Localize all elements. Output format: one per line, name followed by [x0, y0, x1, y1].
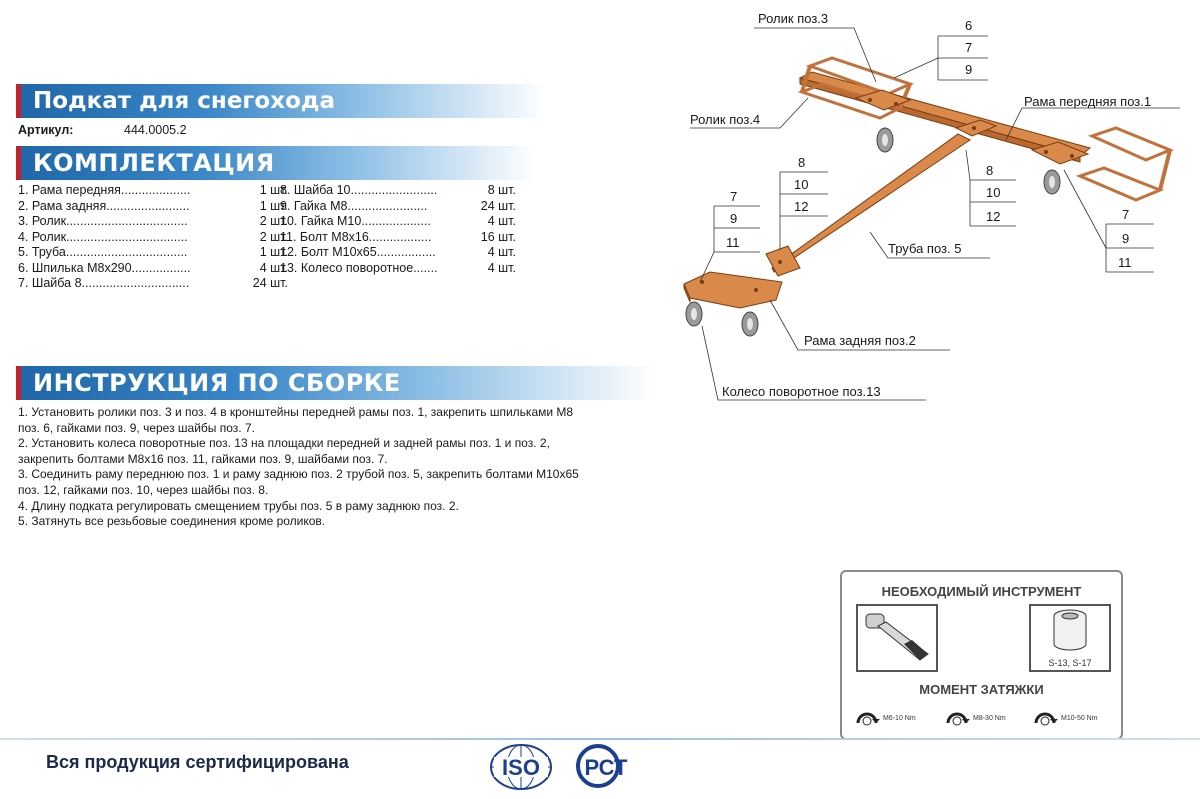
callout-number: 11 [726, 235, 740, 250]
torque-item: M8-30 Nm [944, 706, 1006, 730]
assembly-header [16, 366, 656, 400]
torque-arrow-icon [1032, 707, 1058, 729]
step-line: 2. Установить колеса поворотные поз. 13 на площадки передней и задней рамы поз. 1 и поз. 2, [18, 436, 550, 451]
socket-sizes: S-13, S-17 [1048, 658, 1092, 668]
assembly-heading: ИНСТРУКЦИЯ ПО СБОРКЕ [33, 369, 401, 397]
step-line: 1. Установить ролики поз. 3 и поз. 4 в кронштейны передней рамы поз. 1, закрепить шпильками М8 [18, 405, 574, 419]
step-line: поз. 12, гайками поз. 10, через шайбы поз. 8. [18, 482, 269, 497]
callout-number: 6 [965, 18, 973, 33]
title-header [16, 84, 546, 118]
callout-number: 9 [1122, 231, 1130, 246]
label-roller4: Ролик поз.4 [690, 112, 761, 127]
callout-number: 12 [794, 199, 809, 214]
kit-heading: КОМПЛЕКТАЦИЯ [33, 149, 275, 177]
list-item: 3. Ролик................................... 2 шт. [18, 214, 288, 228]
torque-item: M6-10 Nm [854, 706, 916, 730]
callout-number: 8 [798, 155, 806, 170]
torque-arrow-icon [944, 707, 970, 729]
list-item: 6. Шпилька М8х290................. 4 шт. [18, 260, 288, 275]
list-item: 7. Шайба 8............................... 24 шт. [18, 276, 288, 290]
list-item: 11. Болт М8х16.................. 16 шт. [280, 229, 516, 244]
assembly-steps [18, 405, 658, 530]
callout-number: 10 [794, 177, 809, 192]
callout-number: 12 [986, 209, 1001, 224]
parts-list-right [280, 183, 520, 276]
kit-band [21, 146, 536, 180]
article-line [18, 123, 187, 137]
callout-number: 9 [730, 211, 738, 226]
step-line: 4. Длину подката регулировать смещением трубы поз. 5 в раму заднюю поз. 2. [18, 498, 459, 513]
list-item: 2. Рама задняя........................ 1 шт. [18, 198, 288, 213]
callout-number: 7 [1122, 207, 1130, 222]
callout-number: 7 [730, 189, 738, 204]
callout-number: 7 [965, 40, 973, 55]
parts-list-left [18, 183, 288, 292]
socket-icon [1029, 604, 1111, 672]
step-line: 3. Соединить раму переднюю поз. 1 и раму заднюю поз. 2 трубой поз. 5, закрепить болтами М10х65 [18, 467, 579, 482]
list-item: 13. Колесо поворотное....... 4 шт. [280, 260, 516, 275]
page-title: Подкат для снегохода [33, 88, 335, 114]
callout-number: 8 [986, 163, 994, 178]
list-item: 9. Гайка М8....................... 24 шт. [280, 198, 516, 213]
rst-logo [576, 744, 640, 788]
list-item: 8. Шайба 10......................... 8 шт. [280, 183, 516, 197]
frame-illustration [660, 0, 1200, 420]
footer-divider [0, 738, 1200, 740]
iso-logo [490, 742, 552, 792]
tools-panel [840, 570, 1123, 740]
label-front-frame: Рама передняя поз.1 [1024, 94, 1152, 109]
svg-text:ISO: ISO [502, 755, 540, 780]
certification-text: Вся продукция сертифицирована [46, 752, 349, 772]
list-item: 1. Рама передняя.................... 1 шт. [18, 183, 288, 197]
list-item: 10. Гайка М10.................... 4 шт. [280, 214, 516, 228]
assembly-drawing [660, 0, 1200, 420]
list-item: 4. Ролик................................... 2 шт. [18, 229, 288, 244]
kit-header [16, 146, 536, 180]
callout-number: 11 [1118, 255, 1132, 270]
article-number: 444.0005.2 [124, 123, 187, 137]
torque-heading: МОМЕНТ ЗАТЯЖКИ [919, 682, 1044, 697]
list-item: 5. Труба................................... 1 шт. [18, 245, 288, 259]
step-line: закрепить болтами М8х16 поз. 11, гайками поз. 9, шайбами поз. 7. [18, 451, 388, 466]
tools-heading: НЕОБХОДИМЫЙ ИНСТРУМЕНТ [881, 584, 1082, 599]
callout-number: 10 [986, 185, 1001, 200]
svg-text:РСТ: РСТ [584, 755, 628, 780]
label-rear-frame: Рама задняя поз.2 [804, 333, 916, 348]
label-roller3: Ролик поз.3 [758, 11, 829, 26]
label-tube: Труба поз. 5 [888, 241, 962, 256]
step-line: 5. Затянуть все резьбовые соединения кроме роликов. [18, 514, 326, 529]
list-item: 12. Болт М10х65................. 4 шт. [280, 245, 516, 259]
title-band [21, 84, 546, 118]
step-line: поз. 6, гайками поз. 9, через шайбы поз. 7. [18, 420, 255, 435]
callout-number: 9 [965, 62, 973, 77]
article-label: Артикул: [18, 123, 74, 137]
ratchet-wrench-icon [856, 604, 938, 672]
torque-item: M10-50 Nm [1032, 706, 1098, 730]
torque-arrow-icon [854, 707, 880, 729]
label-wheel: Колесо поворотное поз.13 [722, 384, 881, 399]
assembly-band [21, 366, 656, 400]
